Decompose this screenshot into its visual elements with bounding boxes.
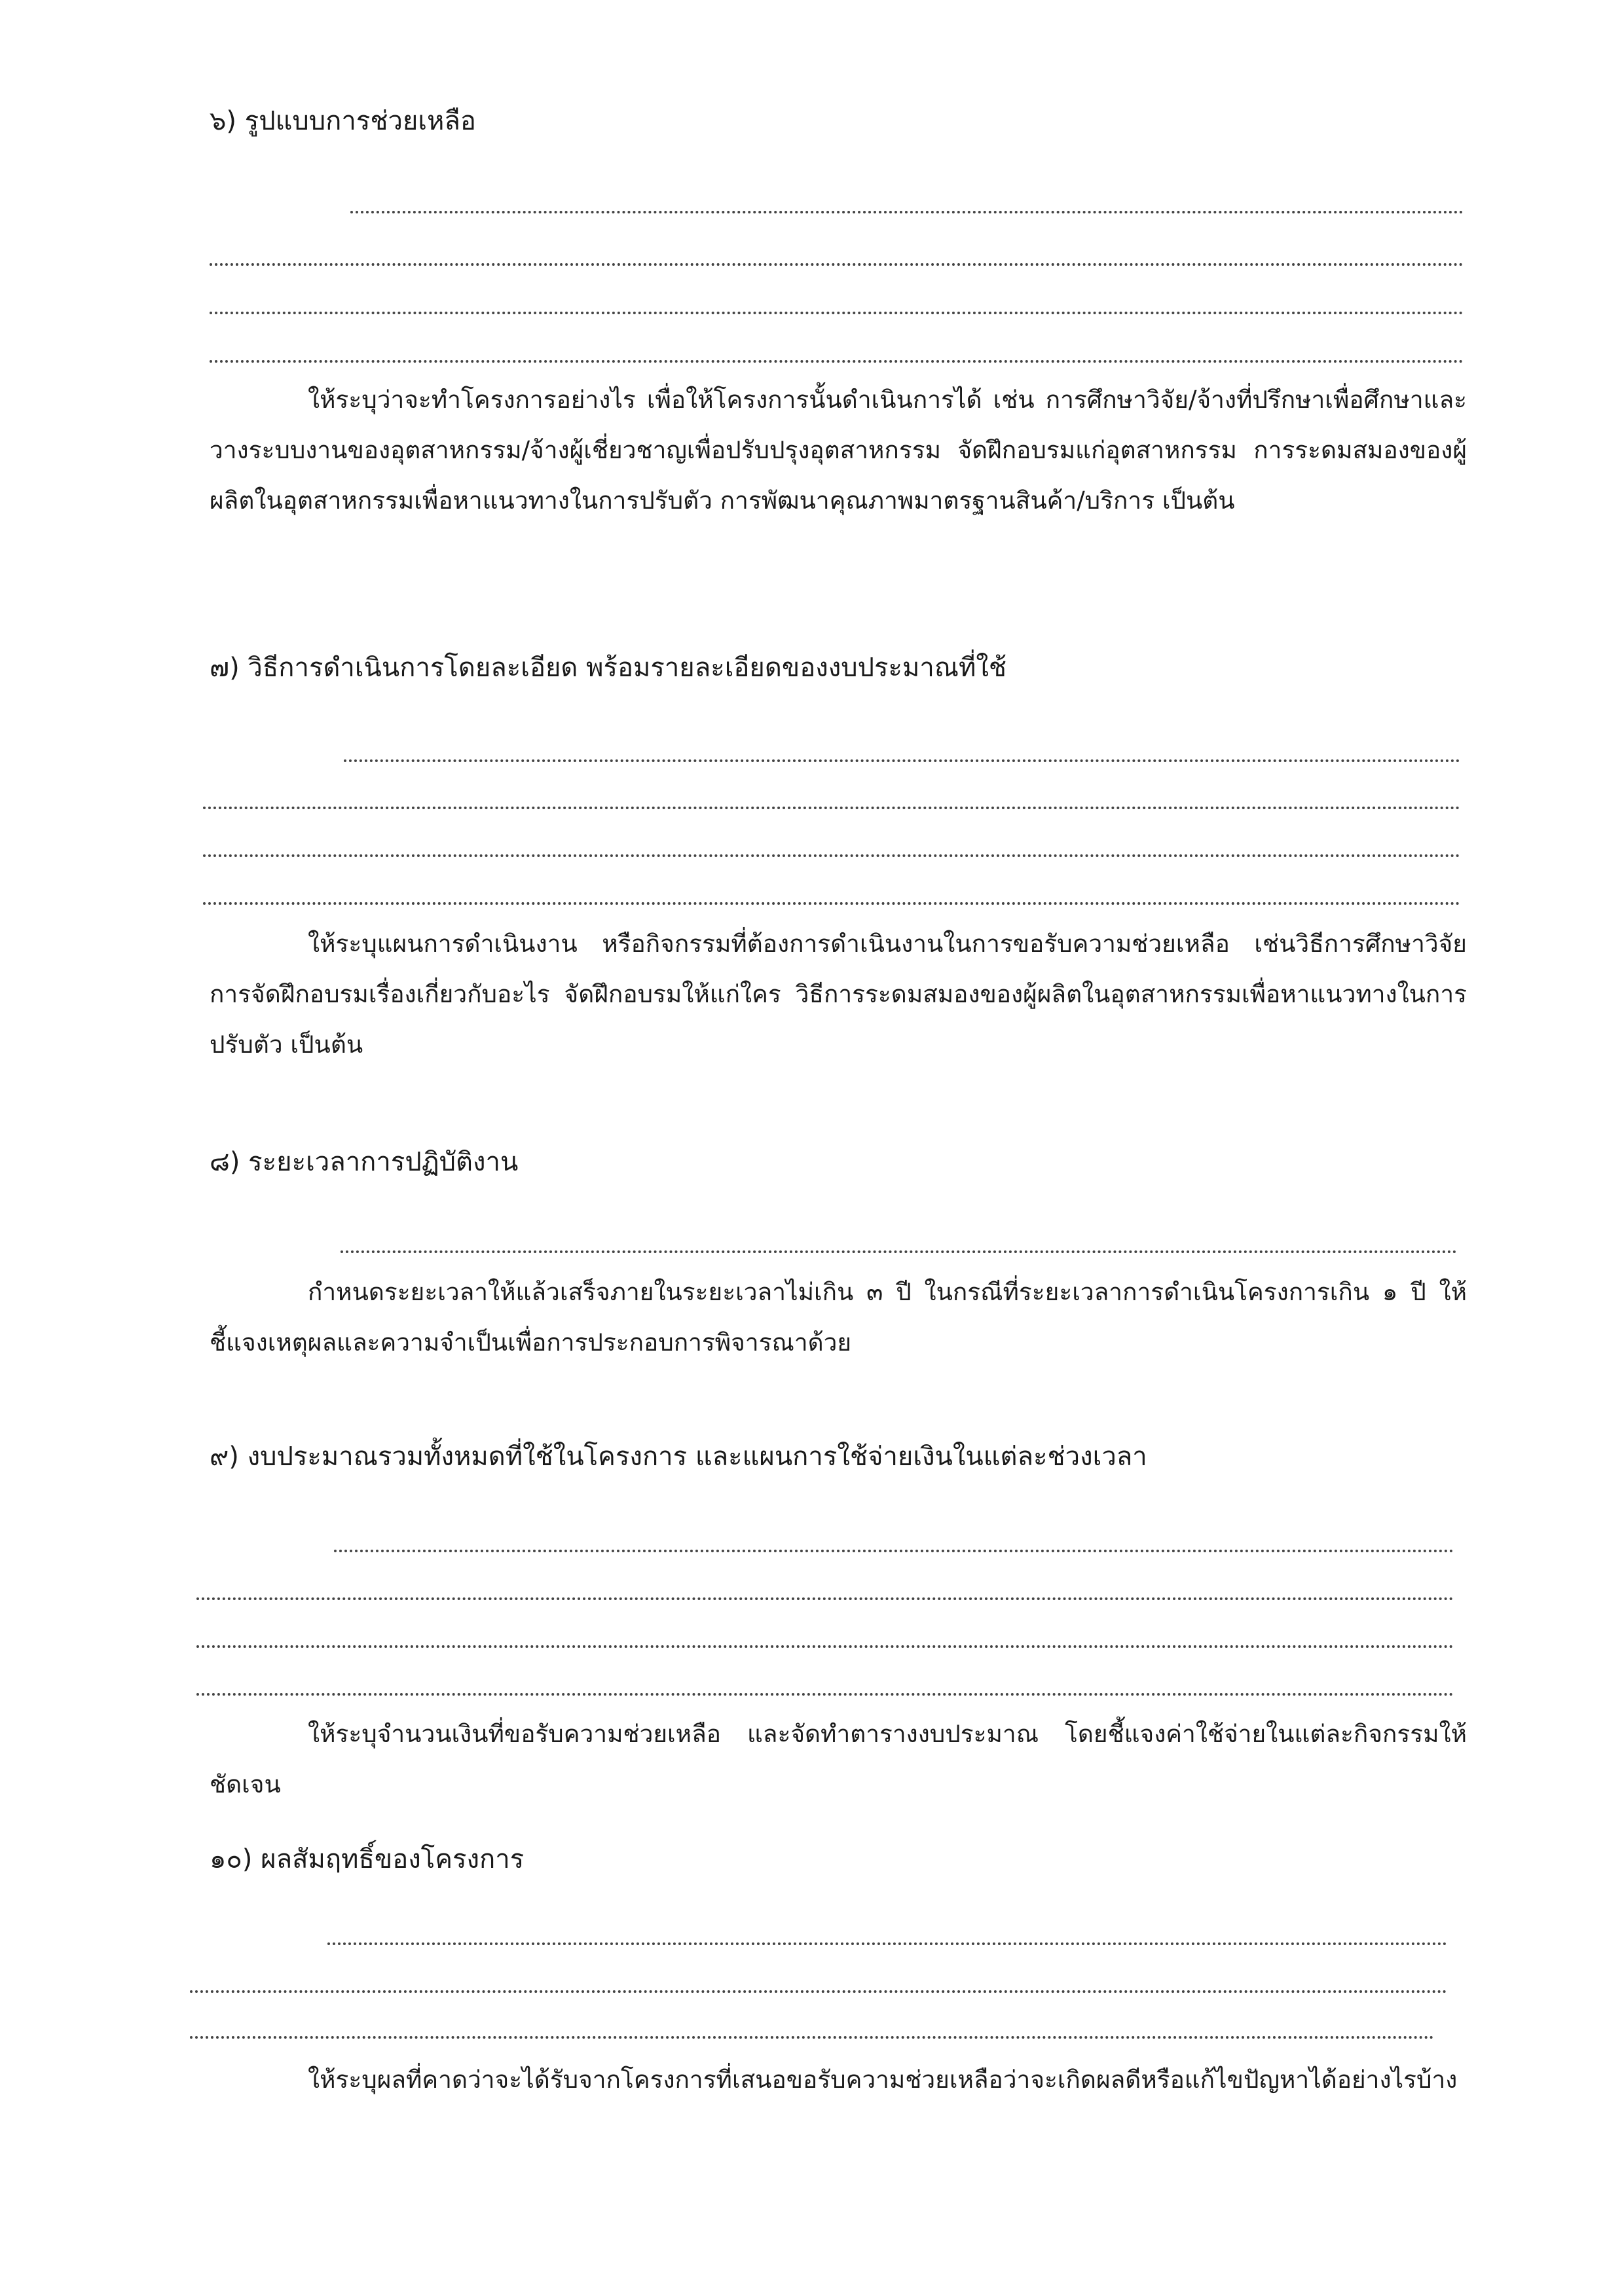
section-description-10 [210,2054,1467,2105]
description-text: ให้ระบุแผนการดำเนินงาน หรือกิจกรรมที่ต้องการดำเนินงานในการขอรับความช่วยเหลือ เช่นวิธีการศึกษาวิจัย การจัดฝึกอบรมเรื่องเกี่ยวกับอะไร จัดฝึกอบรมให้แก่ใคร วิธีการระดมสมองของผู้ผลิตในอุตสาหกรรมเพื่อหาแนวทางในการปรับตัว เป็นต้น [210,930,1467,1059]
fill-line[interactable] [341,1250,1457,1253]
description-text: ให้ระบุผลที่คาดว่าจะได้รับจากโครงการที่เสนอขอรับความช่วยเหลือว่าจะเกิดผลดีหรือแก้ไขปัญหาได้อย่างไรบ้าง [308,2066,1458,2094]
section-description-8 [210,1267,1467,1368]
fill-line[interactable] [190,2036,1434,2039]
fill-line[interactable] [203,854,1460,857]
fill-line[interactable] [210,312,1464,314]
section-heading-9: ๙) งบประมาณรวมทั้งหมดที่ใช้ในโครงการ และแผนการใช้จ่ายเงินในแต่ละช่วงเวลา [210,1442,1147,1472]
fill-line[interactable] [210,360,1464,363]
section-description-9 [210,1709,1467,1810]
fill-line[interactable] [203,807,1460,809]
fill-line[interactable] [196,1645,1454,1648]
section-heading-10: ๑๐) ผลสัมฤทธิ์ของโครงการ [210,1844,525,1874]
section-description-7 [210,919,1467,1070]
fill-line[interactable] [196,1597,1454,1600]
fill-line[interactable] [334,1550,1454,1552]
description-text: ให้ระบุจำนวนเงินที่ขอรับความช่วยเหลือ และจัดทำตารางงบประมาณ โดยชี้แจงค่าใช้จ่ายในแต่ละกิจกรรมให้ชัดเจน [210,1720,1467,1798]
fill-line[interactable] [196,1693,1454,1696]
fill-line[interactable] [327,1942,1447,1945]
fill-line[interactable] [203,902,1460,905]
fill-line[interactable] [344,759,1460,762]
section-heading-6: ๖) รูปแบบการช่วยเหลือ [210,106,476,136]
section-heading-8: ๘) ระยะเวลาการปฏิบัติงาน [210,1147,519,1177]
description-text: ให้ระบุว่าจะทำโครงการอย่างไร เพื่อให้โครงการนั้นดำเนินการได้ เช่น การศึกษาวิจัย/จ้างที่ปรึกษาเพื่อศึกษาและวางระบบงานของอุตสาหกรรม/จ้างผู้เชี่ยวชาญเพื่อปรับปรุงอุตสาหกรรม จัดฝึกอบรมแก่อุตสาหกรรม การระดมสมองของผู้ผลิตในอุตสาหกรรมเพื่อหาแนวทางในการปรับตัว การพัฒนาคุณภาพมาตรฐานสินค้า/บริการ เป็นต้น [210,386,1467,515]
fill-line[interactable] [350,211,1464,213]
description-text: กำหนดระยะเวลาให้แล้วเสร็จภายในระยะเวลาไม่เกิน ๓ ปี ในกรณีที่ระยะเวลาการดำเนินโครงการเกิน ๑ ปี ให้ชี้แจงเหตุผลและความจำเป็นเพื่อการประกอบการพิจารณาด้วย [210,1278,1467,1357]
fill-line[interactable] [190,1990,1447,1993]
section-heading-7: ๗) วิธีการดำเนินการโดยละเอียด พร้อมรายละเอียดของงบประมาณที่ใช้ [210,653,1007,683]
section-description-6 [210,374,1467,526]
fill-line[interactable] [210,263,1464,266]
